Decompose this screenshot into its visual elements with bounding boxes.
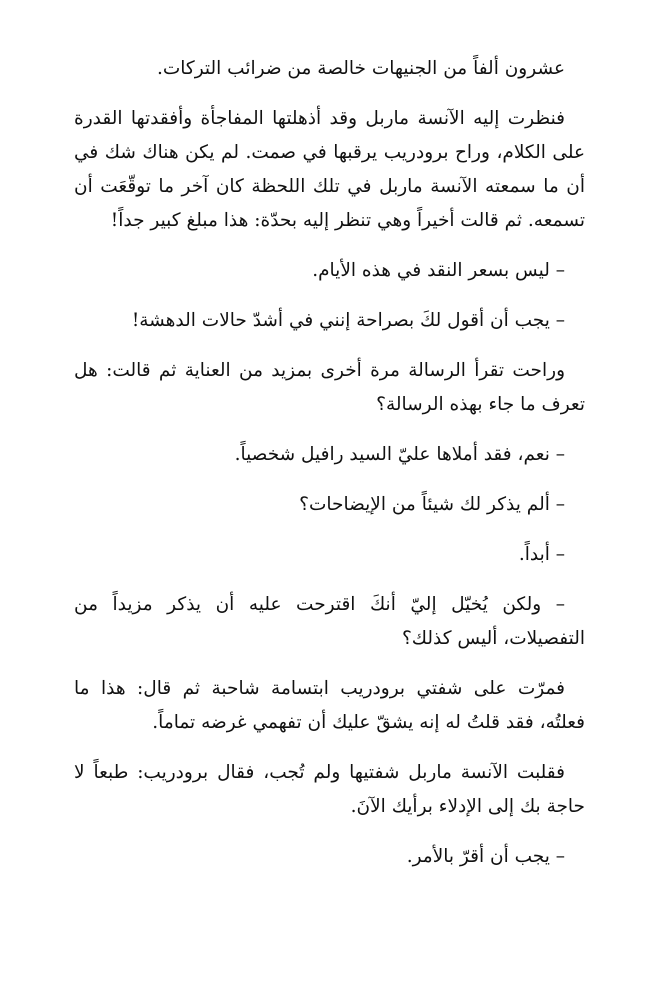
- paragraph: فنظرت إليه الآنسة ماربل وقد أذهلتها المفاجأة وأفقدتها القدرة على الكلام، وراح برودريب يرقبها في صمت. لم يكن هناك شك في أن ما سمعته الآنسة ماربل في تلك اللحظة كان آخر ما توقّعَت أن تسمعه. ثم قالت أخيراً وهي تنظر إليه بحدّة: هذا مبلغ كبير جداً!: [74, 108, 585, 231]
- paragraph: وراحت تقرأ الرسالة مرة أخرى بمزيد من العناية ثم قالت: هل تعرف ما جاء بهذه الرسالة؟: [74, 360, 585, 415]
- dialogue-line: – ولكن يُخيّل إليّ أنكَ اقترحت عليه أن يذكر مزيداً من التفصيلات، أليس كذلك؟: [74, 594, 585, 649]
- paragraph: عشرون ألفاً من الجنيهات خالصة من ضرائب التركات.: [156, 58, 565, 79]
- dialogue-line: – ألم يذكر لك شيئاً من الإيضاحات؟: [299, 494, 565, 515]
- dialogue-line: – أبداً.: [518, 544, 565, 565]
- dialogue-line: – نعم، فقد أملاها عليّ السيد رافيل شخصياً.: [234, 444, 565, 465]
- paragraph: فقلبت الآنسة ماربل شفتيها ولم تُجب، فقال برودريب: طبعاً لا حاجة بك إلى الإدلاء برأيك الآنَ.: [74, 762, 585, 817]
- dialogue-line: – ليس بسعر النقد في هذه الأيام.: [312, 260, 565, 281]
- dialogue-line: – يجب أن أقرّ بالأمر.: [406, 846, 565, 867]
- document-page: [74, 52, 585, 890]
- dialogue-line: – يجب أن أقول لكَ بصراحة إنني في أشدّ حالات الدهشة!: [131, 310, 565, 331]
- paragraph: فمرّت على شفتي برودريب ابتسامة شاحبة ثم قال: هذا ما فعلتُه، فقد قلتُ له إنه يشقّ عليك أن تفهمي غرضه تماماً.: [74, 678, 585, 733]
